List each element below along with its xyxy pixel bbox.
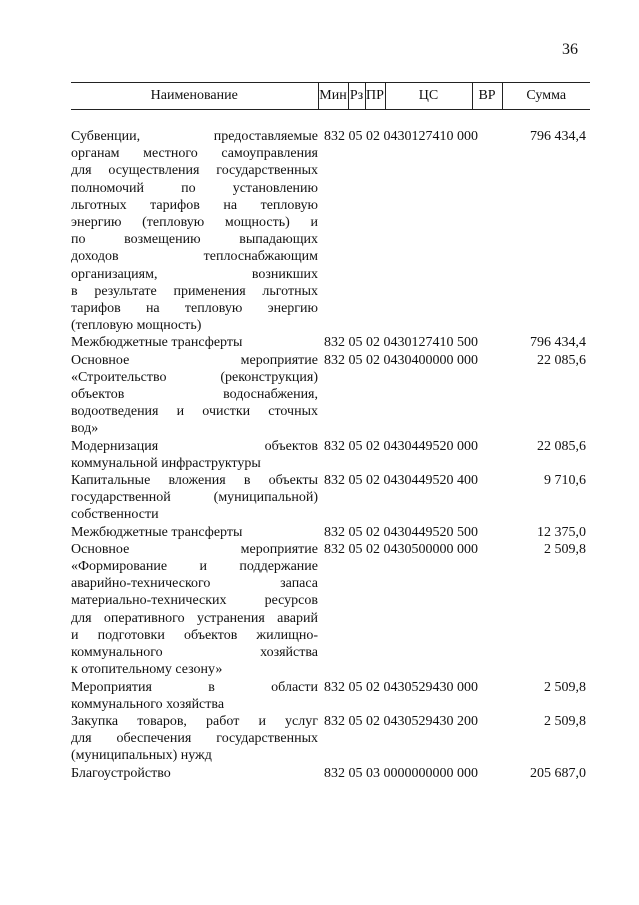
row-name: Модернизация объектов коммунальной инфраструктуры bbox=[71, 438, 318, 471]
row-codes: 832 05 02 0430400000 000 bbox=[324, 352, 478, 368]
table-row bbox=[71, 679, 590, 713]
row-name bbox=[71, 334, 318, 351]
row-sum: 22 085,6 bbox=[537, 438, 586, 454]
row-name: Мероприятия в области коммунального хозяйства bbox=[71, 679, 318, 712]
row-name-last-line: (тепловую мощность) bbox=[71, 318, 202, 334]
header-min: Мин bbox=[318, 83, 348, 110]
budget-table bbox=[71, 82, 590, 782]
row-codes: 832 05 02 0430127410 000 bbox=[324, 129, 478, 144]
row-name bbox=[71, 765, 318, 782]
row-sum: 2 509,8 bbox=[544, 713, 586, 729]
row-codes: 832 05 02 0430449520 500 bbox=[324, 524, 478, 540]
table-row bbox=[71, 713, 590, 765]
row-codes: 832 05 02 0430500000 000 bbox=[324, 541, 478, 557]
row-sum: 796 434,4 bbox=[530, 129, 586, 144]
table-row bbox=[71, 438, 590, 472]
table-row bbox=[71, 128, 590, 334]
header-spacer bbox=[71, 110, 590, 129]
row-name-last-line: (муниципальных) нужд bbox=[71, 748, 212, 764]
table-header-row bbox=[71, 83, 590, 110]
row-name-last-line: коммунального хозяйства bbox=[71, 696, 225, 712]
row-name: Закупка товаров, работ и услуг для обеспечения государственных (муниципальных) нужд bbox=[71, 713, 318, 764]
table-row bbox=[71, 765, 590, 782]
row-codes: 832 05 03 0000000000 000 bbox=[324, 765, 478, 781]
table-row bbox=[71, 352, 590, 438]
page-number: 36 bbox=[562, 41, 578, 58]
row-name bbox=[71, 524, 318, 541]
row-sum: 796 434,4 bbox=[530, 335, 586, 351]
row-sum: 2 509,8 bbox=[544, 679, 586, 695]
row-name: Основное мероприятие «Строительство (реконструкция) объектов водоснабжения, водоотведения и очистки сточных вод» bbox=[71, 352, 318, 437]
row-codes: 832 05 02 0430529430 200 bbox=[324, 713, 478, 729]
header-rz: Рз bbox=[348, 83, 365, 110]
row-name-last-line: Межбюджетные трансферты bbox=[71, 524, 243, 540]
row-sum: 2 509,8 bbox=[544, 541, 586, 557]
header-vr: ВР bbox=[472, 83, 502, 110]
table-row bbox=[71, 472, 590, 524]
table-row bbox=[71, 334, 590, 351]
header-sum: Сумма bbox=[502, 83, 590, 110]
header-cs: ЦС bbox=[385, 83, 472, 110]
row-codes: 832 05 02 0430529430 000 bbox=[324, 679, 478, 695]
row-name: Капитальные вложения в объекты государственной (муниципальной) собственности bbox=[71, 473, 318, 523]
row-codes: 832 05 02 0430449520 000 bbox=[324, 438, 478, 454]
row-name-last-line: Межбюджетные трансферты bbox=[71, 335, 243, 351]
row-name-last-line: коммунальной инфраструктуры bbox=[71, 455, 261, 471]
row-name-last-line: собственности bbox=[71, 507, 159, 523]
row-sum: 205 687,0 bbox=[530, 765, 586, 781]
row-name-last-line: к отопительному сезону» bbox=[71, 662, 223, 678]
table-row bbox=[71, 524, 590, 541]
row-sum: 9 710,6 bbox=[544, 473, 586, 489]
row-sum: 12 375,0 bbox=[537, 524, 586, 540]
row-name: Основное мероприятие «Формирование и поддержание аварийно-технического запаса материально-технических ресурсов для оперативного устранения аварий и подготовки объектов жилищно- коммунального хозяйства к отопительному сезону» bbox=[71, 541, 318, 678]
row-codes: 832 05 02 0430449520 400 bbox=[324, 473, 478, 489]
row-codes: 832 05 02 0430127410 500 bbox=[324, 335, 478, 351]
row-sum: 22 085,6 bbox=[537, 352, 586, 368]
header-name: Наименование bbox=[71, 83, 318, 110]
row-name-last-line: вод» bbox=[71, 421, 99, 437]
row-name: Субвенции, предоставляемые органам местного самоуправления для осуществления государственных полномочий по установлению льготных тарифов на тепловую энергию (тепловую мощность) и по возмещению выпадающих доходов теплоснабжающим организациям, возникших в результате применения льготных тарифов на тепловую энергию (тепловую мощность) bbox=[71, 129, 318, 334]
row-name-last-line: Благоустройство bbox=[71, 765, 171, 781]
header-pr: ПР bbox=[365, 83, 385, 110]
table-row bbox=[71, 541, 590, 679]
